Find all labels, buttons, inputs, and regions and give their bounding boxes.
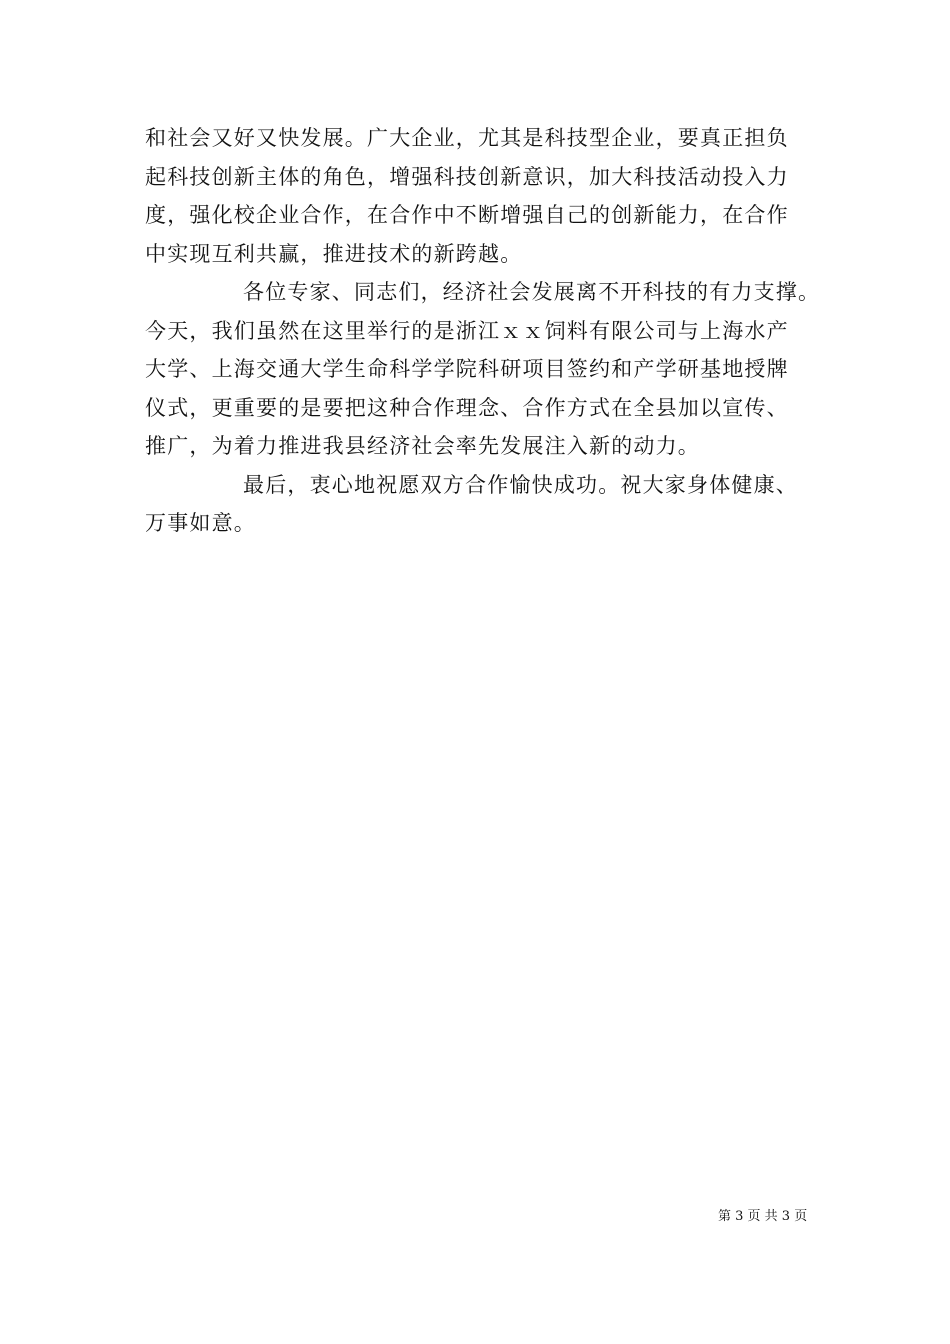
text-line: 大学、上海交通大学生命科学学院科研项目签约和产学研基地授牌: [145, 357, 789, 381]
paragraph-start-line: 最后，衷心地祝愿双方合作愉快成功。祝大家身体健康、: [243, 472, 798, 497]
text-line: 起科技创新主体的角色，增强科技创新意识，加大科技活动投入力: [145, 164, 789, 189]
text-line: 推广，为着力推进我县经济社会率先发展注入新的动力。: [145, 434, 700, 458]
text-line: 中实现互利共赢，推进技术的新跨越。: [145, 241, 523, 266]
page-number-footer: 第 3 页 共 3 页: [718, 1209, 808, 1224]
paragraph-start-line: 各位专家、同志们，经济社会发展离不开科技的有力支撑。: [243, 280, 821, 304]
text-line: 万事如意。: [145, 511, 256, 535]
text-line: 和社会又好又快发展。广大企业，尤其是科技型企业，要真正担负: [145, 126, 789, 150]
text-line: 度，强化校企业合作，在合作中不断增强自己的创新能力，在合作: [145, 203, 789, 227]
body-text: [145, 119, 825, 543]
text-line: 今天，我们虽然在这里举行的是浙江ｘｘ饲料有限公司与上海水产: [145, 318, 789, 343]
text-line: 仪式，更重要的是要把这种合作理念、合作方式在全县加以宣传、: [145, 395, 789, 420]
